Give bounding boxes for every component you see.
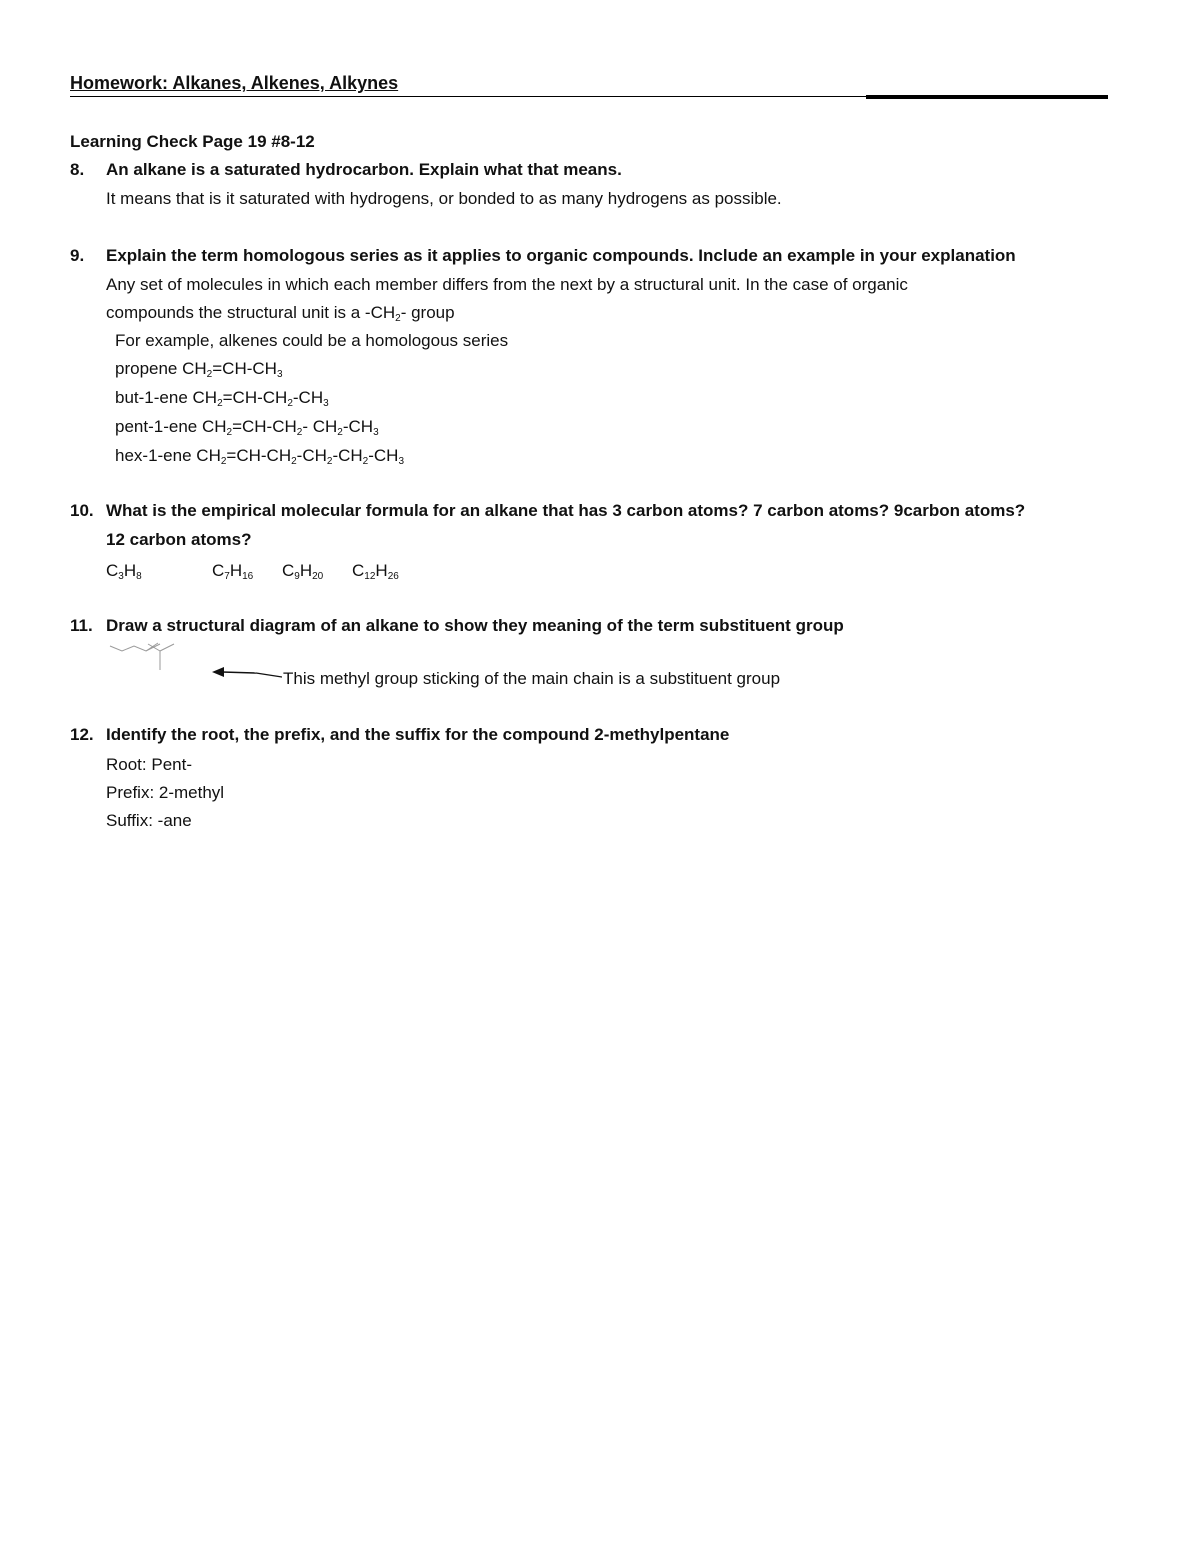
question-10-prompt-line1: What is the empirical molecular formula for an alkane that has 3 carbon atoms? 7 carbon atoms? 9carbon atoms? — [106, 501, 1026, 520]
formula-c7h16: $C_7H_{16}$ — [212, 561, 254, 582]
formula-c12h26: $C_{12}H_{26}$ — [352, 561, 399, 582]
answer-root: Root: Pent- — [106, 755, 192, 774]
question-number: 12. — [70, 725, 94, 744]
compound-name: propene — [115, 359, 178, 378]
compound-name: but-1-ene — [115, 388, 188, 407]
compound-name: pent-1-ene — [115, 417, 198, 436]
question-number: 11. — [70, 616, 93, 635]
example-pentene: pent-1-ene $CH_2=CH-CH_2-$ $CH_2-CH_3$ — [115, 417, 379, 438]
compound-name: hex-1-ene — [115, 446, 192, 465]
answer-text: - group — [400, 303, 455, 322]
answer-text: compounds the structural unit is a -CH — [106, 303, 396, 322]
formula-c9h20: $C_9H_{20}$ — [282, 561, 324, 582]
question-number: 8. — [70, 160, 85, 179]
learning-check-heading: Learning Check Page 19 #8-12 — [70, 132, 315, 151]
question-number: 9. — [70, 246, 85, 265]
example-intro: For example, alkenes could be a homologous series — [115, 331, 509, 350]
question-9-answer-line1: Any set of molecules in which each member differs from the next by a structural unit. In the case of organic — [106, 275, 908, 294]
question-8-answer: It means that is it saturated with hydrogens, or bonded to as many hydrogens as possible. — [106, 189, 782, 208]
substituent-annotation: This methyl group sticking of the main chain is a substituent group — [283, 669, 781, 688]
question-11-prompt: Draw a structural diagram of an alkane to show they meaning of the term substituent group — [106, 616, 844, 635]
answer-prefix: Prefix: 2-methyl — [106, 783, 225, 802]
example-hexene: hex-1-ene $CH_2=CH-CH_2-CH_2-CH_2-CH_3$ — [115, 446, 405, 467]
formula-c3h8: $C_3H_8$ — [106, 561, 142, 582]
example-propene: propene $CH_2=CH-CH_3$ — [115, 359, 283, 380]
question-9-answer-line2: compounds the structural unit is a $-CH_2-$ group — [106, 303, 455, 324]
skeletal-structure-diagram — [108, 640, 188, 674]
answer-suffix: Suffix: -ane — [106, 811, 192, 830]
question-9-prompt: Explain the term homologous series as it applies to organic compounds. Include an example in your explanation — [106, 246, 1016, 265]
question-8-prompt: An alkane is a saturated hydrocarbon. Explain what that means. — [106, 160, 622, 179]
question-12-prompt: Identify the root, the prefix, and the suffix for the compound 2-methylpentane — [106, 725, 730, 744]
arrow-left-icon — [210, 666, 282, 682]
example-butene: but-1-ene $CH_2=CH-CH_2-CH_3$ — [115, 388, 329, 409]
header-rule-thick — [866, 95, 1108, 99]
question-10-prompt-line2: 12 carbon atoms? — [106, 530, 252, 549]
page-title: Homework: Alkanes, Alkenes, Alkynes — [70, 73, 399, 93]
question-number: 10. — [70, 501, 94, 520]
